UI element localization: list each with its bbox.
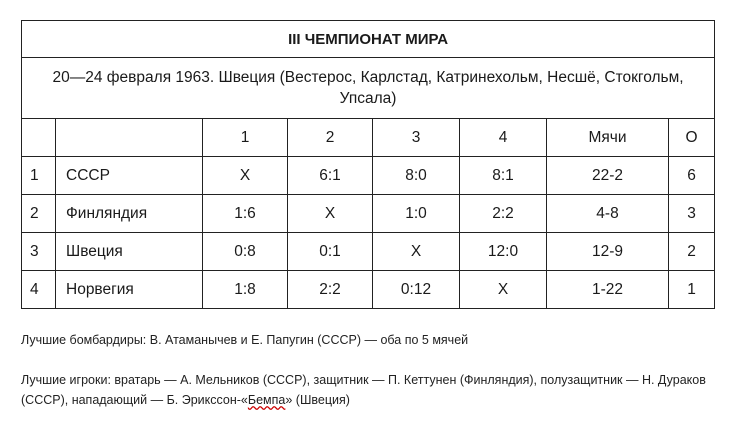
goals-cell: 22-2 bbox=[547, 157, 669, 195]
header-cell: 3 bbox=[373, 119, 460, 157]
best-players-suffix: » (Швеция) bbox=[285, 393, 350, 407]
result-cell: X bbox=[288, 195, 373, 233]
table-row bbox=[22, 157, 715, 195]
result-cell: X bbox=[203, 157, 288, 195]
table-row bbox=[22, 233, 715, 271]
result-cell: 2:2 bbox=[460, 195, 547, 233]
header-cell: 2 bbox=[288, 119, 373, 157]
header-cell: О bbox=[669, 119, 715, 157]
best-players-note bbox=[21, 370, 721, 410]
result-cell: 0:12 bbox=[373, 271, 460, 309]
tournament-info: 20—24 февраля 1963. Швеция (Вестерос, Карлстад, Катринехольм, Несшё, Стокгольм, Упсала) bbox=[22, 58, 715, 119]
result-cell: 8:0 bbox=[373, 157, 460, 195]
goals-cell: 1-22 bbox=[547, 271, 669, 309]
result-cell: 12:0 bbox=[460, 233, 547, 271]
rank-cell: 4 bbox=[22, 271, 56, 309]
team-cell: Швеция bbox=[56, 233, 203, 271]
team-cell: СССР bbox=[56, 157, 203, 195]
team-cell: Финляндия bbox=[56, 195, 203, 233]
result-cell: 6:1 bbox=[288, 157, 373, 195]
standings-table bbox=[21, 20, 715, 309]
result-cell: 2:2 bbox=[288, 271, 373, 309]
header-cell bbox=[22, 119, 56, 157]
nickname-link[interactable]: Бемпа bbox=[247, 393, 286, 407]
result-cell: X bbox=[460, 271, 547, 309]
header-cell: 4 bbox=[460, 119, 547, 157]
points-cell: 2 bbox=[669, 233, 715, 271]
points-cell: 1 bbox=[669, 271, 715, 309]
result-cell: X bbox=[373, 233, 460, 271]
result-cell: 1:8 bbox=[203, 271, 288, 309]
result-cell: 0:8 bbox=[203, 233, 288, 271]
result-cell: 0:1 bbox=[288, 233, 373, 271]
table-title: III ЧЕМПИОНАТ МИРА bbox=[22, 21, 715, 58]
rank-cell: 3 bbox=[22, 233, 56, 271]
result-cell: 8:1 bbox=[460, 157, 547, 195]
rank-cell: 1 bbox=[22, 157, 56, 195]
goals-cell: 12-9 bbox=[547, 233, 669, 271]
best-players-text: Лучшие игроки: вратарь — А. Мельников (СССР), защитник — П. Кеттунен (Финляндия), полузащитник — Н. Дураков (СССР), нападающий — Б. Эрикссон-« bbox=[21, 373, 706, 407]
team-cell: Норвегия bbox=[56, 271, 203, 309]
points-cell: 3 bbox=[669, 195, 715, 233]
header-cell: 1 bbox=[203, 119, 288, 157]
top-scorers-note: Лучшие бомбардиры: В. Атаманычев и Е. Папугин (СССР) — оба по 5 мячей bbox=[21, 333, 469, 347]
points-cell: 6 bbox=[669, 157, 715, 195]
table-row bbox=[22, 271, 715, 309]
header-row bbox=[22, 119, 715, 157]
header-cell bbox=[56, 119, 203, 157]
table-row bbox=[22, 195, 715, 233]
result-cell: 1:6 bbox=[203, 195, 288, 233]
rank-cell: 2 bbox=[22, 195, 56, 233]
goals-cell: 4-8 bbox=[547, 195, 669, 233]
result-cell: 1:0 bbox=[373, 195, 460, 233]
header-cell: Мячи bbox=[547, 119, 669, 157]
